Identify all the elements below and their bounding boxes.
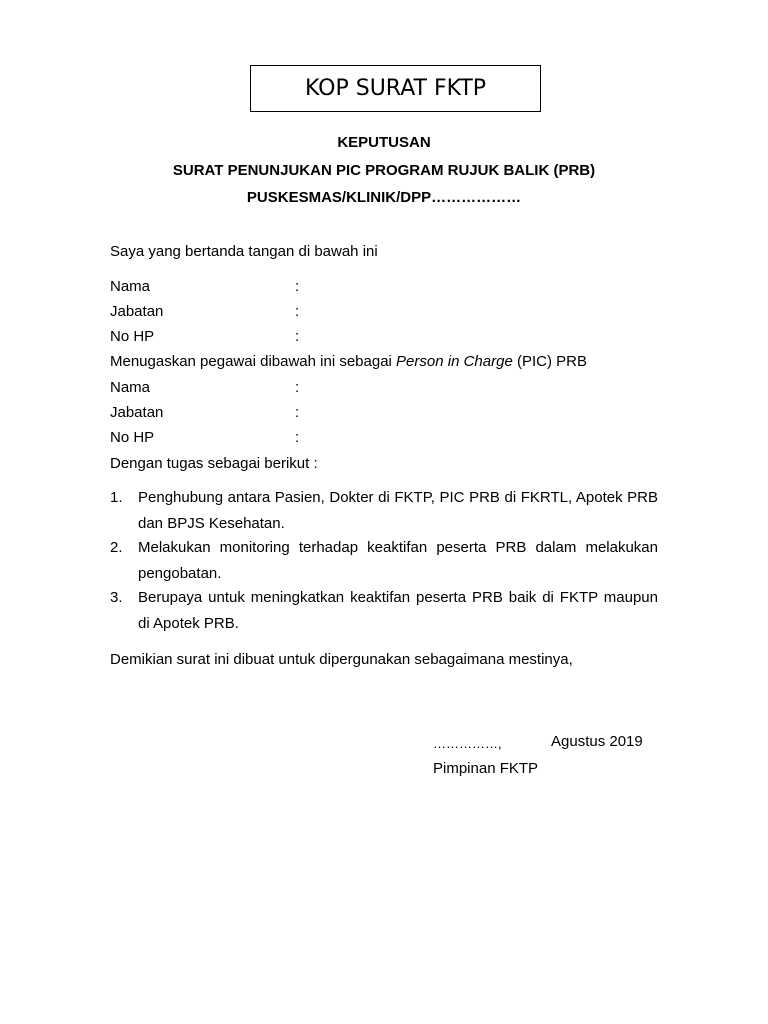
tasks-intro: Dengan tugas sebagai berikut : [110,455,318,472]
pic-jabatan-label: Jabatan [110,404,164,421]
date-month-year: Agustus 2019 [551,733,643,750]
pic-nama-label: Nama [110,379,151,396]
date-place: ……………, [433,736,502,751]
signer-nohp-label: No HP [110,328,155,345]
task-3-number: 3. [110,589,123,606]
assign-suffix: (PIC) PRB [512,353,587,370]
task-2-text: Melakukan monitoring terhadap keaktifan peserta PRB dalam melakukan pengobatan. [138,539,658,582]
letterhead-box [250,65,541,112]
task-3-text: Berupaya untuk meningkatkan keaktifan peserta PRB baik di FKTP maupun di Apotek PRB. [138,589,658,632]
closing-text: Demikian surat ini dibuat untuk dipergunakan sebagaimana mestinya, [110,651,573,668]
task-1-text: Penghubung antara Pasien, Dokter di FKTP, PIC PRB di FKRTL, Apotek PRB dan BPJS Kesehatan. [138,489,658,532]
intro-text: Saya yang bertanda tangan di bawah ini [110,243,378,260]
signer-nohp-colon: : [295,328,300,345]
task-1-number: 1. [110,489,123,506]
task-2-number: 2. [110,539,123,556]
pic-nohp-colon: : [295,429,300,446]
pic-nama-colon: : [295,379,300,396]
signer-jabatan-label: Jabatan [110,303,164,320]
pic-nohp-label: No HP [110,429,155,446]
assign-text [110,353,587,371]
signer-nama-label: Nama [110,278,151,295]
signer-jabatan-colon: : [295,303,300,320]
signer-nama-colon: : [295,278,300,295]
pic-jabatan-colon: : [295,404,300,421]
assign-italic: Person in Charge [396,353,513,370]
title-keputusan: KEPUTUSAN [337,134,431,151]
title-puskesmas: PUSKESMAS/KLINIK/DPP……………… [246,189,522,206]
assign-prefix: Menugaskan pegawai dibawah ini sebagai [110,353,397,370]
signature-title: Pimpinan FKTP [433,760,539,777]
letterhead-text: KOP SURAT FKTP [304,76,487,101]
title-surat: SURAT PENUNJUKAN PIC PROGRAM RUJUK BALIK (PRB) [172,162,596,179]
